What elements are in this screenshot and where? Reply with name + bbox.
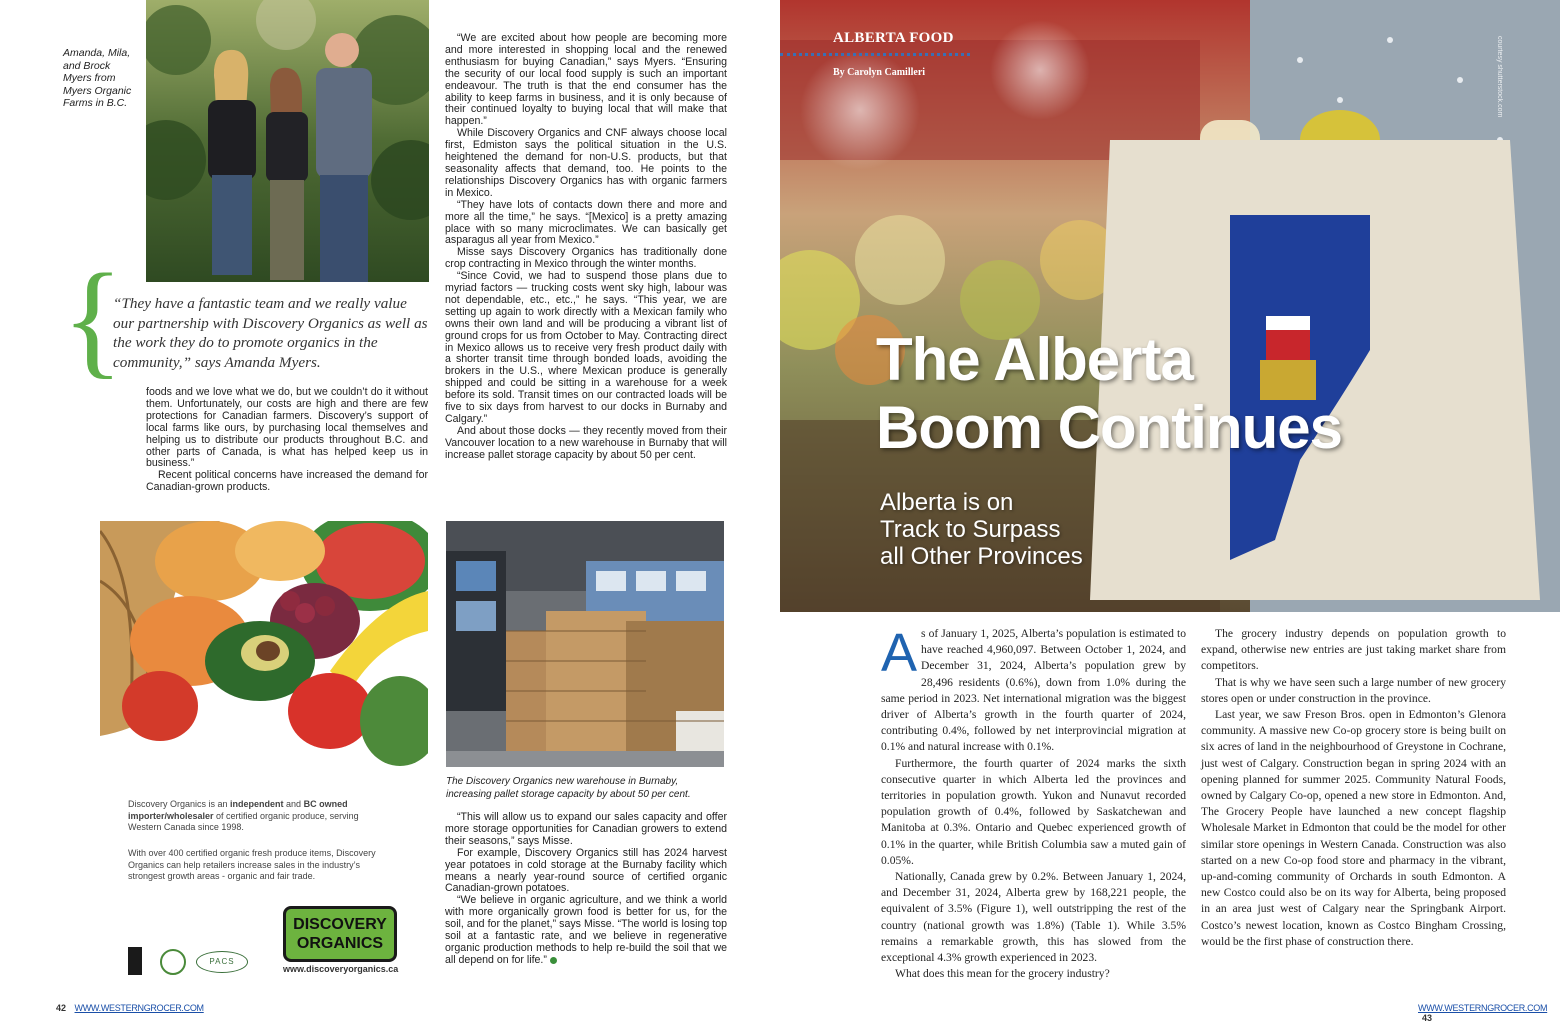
- paragraph: Last year, we saw Freson Bros. open in Edmonton’s Glenora community. A massive new Co-op grocery store is being built on six acres of land in the neighbourhood of Greystone in Cochrane, just west of Calgary. Construction began in spring 2024 with an opening planned for summer 2025. Community Natural Foods, owned by Calgary Co-op, opened a new store in Edmonton. And, The Grocery People have launched a new concept flagship Wholesale Market in Edmonton that could be the model for other similar store openings in Western Canada. Construction was also started on a new Co-op food store and pharmacy in the vibrant, up-and-coming community of Orchards in south Edmonton. A new Costco could also be on its way for Alberta, being proposed in an area just west of Calgary near the Springbank Airport. Costco’s newest location, known as Costco Bingham Crossing, would be the first phase of construction there.: [1201, 708, 1506, 948]
- paragraph: “We believe in organic agriculture, and we think a world with more organically grown food is better for us, for the soil, and for the planet,” says Misse. “The world is losing top soil at a fantastic rate, and we believe in regenerative organic production methods to help re-build the soil that we all depend on for life.”: [445, 894, 727, 966]
- title-line-1: The Alberta: [876, 326, 1193, 393]
- ad-text-1: Discovery Organics is an independent and BC owned importer/wholesaler of certified organic produce, serving Western Canada since 1998.: [128, 799, 359, 832]
- article-title: [876, 326, 1476, 462]
- left-footer: [56, 1003, 204, 1013]
- paragraph: “We are excited about how people are becoming more and more interested in shopping local and the renewed enthusiasm for buying Canadian,” says Myers. “Ensuring the security of our local food supply is such an important endeavour. The truth is that the end consumer has the ability to keep farms in business, and it is only because of their continued loyalty to buying local that will make that happen.”: [445, 32, 727, 128]
- page-number: 43: [1422, 1013, 1433, 1023]
- page-number: 42: [56, 1003, 67, 1013]
- produce-basket-illustration: [100, 521, 428, 786]
- family-photo: [146, 0, 429, 282]
- right-column-1: [881, 623, 1186, 982]
- paragraph: Recent political concerns have increased the demand for Canadian-grown products.: [146, 469, 428, 494]
- paragraph: That is why we have seen such a large number of new grocery stores open or under construction in the province.: [1201, 675, 1506, 705]
- paragraph: What does this mean for the grocery industry?: [895, 967, 1110, 981]
- left-column-2: [445, 33, 727, 462]
- left-column-1: [146, 387, 428, 494]
- warehouse-photo: [446, 521, 724, 767]
- end-mark-icon: [550, 957, 557, 964]
- ad-text-2: With over 400 certified organic fresh produce items, Discovery Organics can help retailers increase sales in the industry’s strongest growth areas - organic and fair trade.: [128, 848, 376, 881]
- section-dotted-rule: [780, 53, 970, 56]
- pull-quote-brace: {: [62, 248, 124, 390]
- paragraph: “Since Covid, we had to suspend those plans due to myriad factors — trucking costs went sky high, labour was not dependable, etc., etc.,” he says. “This year, we are setting up again to work directly with a Mexican family who owns their own land and will be producing a vibrant list of ground crops for us from October to May. Contracting direct in Mexico allows us to receive very fresh product daily with a shorter transit time through bonded loads, avoiding the brokers in the U.S., where Mexican produce is generally shipped and could be sitting in a warehouse for a week before its sold. Transit times on our contracted loads will be five to six days from harvest to our docks in Burnaby and Calgary.”: [445, 270, 727, 425]
- right-column-2: [1201, 626, 1506, 950]
- paragraph: foods and we love what we do, but we couldn’t do it without them. Unfortunately, our costs are high and there are few protections for Canadian farmers. Discovery’s support of local farms like ours, by purchasing local themselves and helping us to distribute our products throughout B.C. and other parts of Canada, is what has helped keep us in business.”: [146, 386, 428, 470]
- left-column-3: [445, 812, 727, 967]
- paragraph: While Discovery Organics and CNF always choose local first, Edmiston says the political situation in the U.S. heightened the demand for non-U.S. products, but that seasonality affects that demand, too. He points to the relationships Discovery Organics has with organic farmers in Mexico.: [445, 127, 727, 199]
- footer-url-link[interactable]: WWW.WESTERNGROCER.COM: [74, 1003, 204, 1013]
- discovery-organics-ad[interactable]: [100, 521, 428, 991]
- organic-seal-icon: [160, 949, 186, 975]
- paragraph: Furthermore, the fourth quarter of 2024 marks the sixth consecutive quarter in which Alberta led the provinces and territories in population growth. Yukon and Nunavut recorded population growth of 0.4%, followed by Saskatchewan and Manitoba at 0.3%. Ontario and Quebec experienced growth of 0.1% in the quarter, while British Columbia saw a muted gain of 0.05%.: [881, 756, 1186, 867]
- paragraph: “This will allow us to expand our sales capacity and offer more storage opportunities for Canadian growers to extend their seasons,” says Misse.: [445, 811, 727, 847]
- paragraph: “They have lots of contacts down there and more and more all the time,” he says. “[Mexico] is a pretty amazing place with so many microclimates. We can basically get asparagus all year from Mexico.”: [445, 198, 727, 247]
- paragraph: Misse says Discovery Organics has traditionally done crop contracting in Mexico through the winter months.: [445, 246, 727, 271]
- pacs-logo: PACS: [196, 951, 248, 973]
- paragraph: Nationally, Canada grew by 0.2%. Between January 1, 2024, and December 31, 2024, Alberta grew by 168,221 people, the equivalent of 3.5% (Figure 1), well outstripping the rest of the country (national growth was 1.8%) (Table 1). While 3.5% remains a remarkable growth, this has slowed from the exceptional 4.3% growth experienced in 2023.: [881, 870, 1186, 965]
- right-footer: [1418, 1003, 1560, 1023]
- paragraph: As of January 1, 2025, Alberta’s population is estimated to have reached 4,960,097. Between October 1, 2024, and December 31, 2024, Alberta’s population grew by 28,496 residents (0.6%), down from 1.0% during the same period in 2023. Net international migration was the biggest driver of Alberta’s growth in the fourth quarter of 2024, contributing 0.4%, followed by net interprovincial migration at 0.1% and natural increase with 0.1%.: [881, 623, 1186, 754]
- ad-website-link[interactable]: www.discoveryorganics.ca: [283, 964, 399, 974]
- pull-quote: “They have a fantastic team and we really value our partnership with Discovery Organics as well as the work they do to promote organics in the community,” says Amanda Myers.: [113, 295, 428, 371]
- photo-credit: courtesy shutterstock.com: [1496, 36, 1503, 118]
- section-header: ALBERTA FOOD: [833, 30, 954, 46]
- fairtrade-icon: [128, 947, 142, 975]
- drop-cap: A: [881, 623, 918, 683]
- article-subtitle: Alberta is on Track to Surpass all Other Provinces: [880, 489, 1083, 570]
- discovery-organics-logo: DISCOVERY ORGANICS: [283, 906, 397, 962]
- family-photo-caption: Amanda, Mila, and Brock Myers from Myers Organic Farms in B.C.: [63, 47, 132, 109]
- paragraph: And about those docks — they recently moved from their Vancouver location to a new warehouse in Burnaby that will increase pallet storage capacity by about 50 per cent.: [445, 424, 727, 461]
- paragraph: The grocery industry depends on population growth to expand, otherwise new entries are just taking market share from competitors.: [1201, 627, 1506, 673]
- warehouse-photo-caption: The Discovery Organics new warehouse in Burnaby, increasing pallet storage capacity by about 50 per cent.: [446, 776, 691, 800]
- footer-url-link[interactable]: WWW.WESTERNGROCER.COM: [1418, 1003, 1548, 1013]
- paragraph: For example, Discovery Organics still has 2024 harvest year potatoes in cold storage at the Burnaby facility which means a nearly year-round source of certified organic Canadian-grown potatoes.: [445, 846, 727, 895]
- byline: By Carolyn Camilleri: [833, 67, 926, 78]
- title-line-2: Boom Continues: [876, 394, 1342, 461]
